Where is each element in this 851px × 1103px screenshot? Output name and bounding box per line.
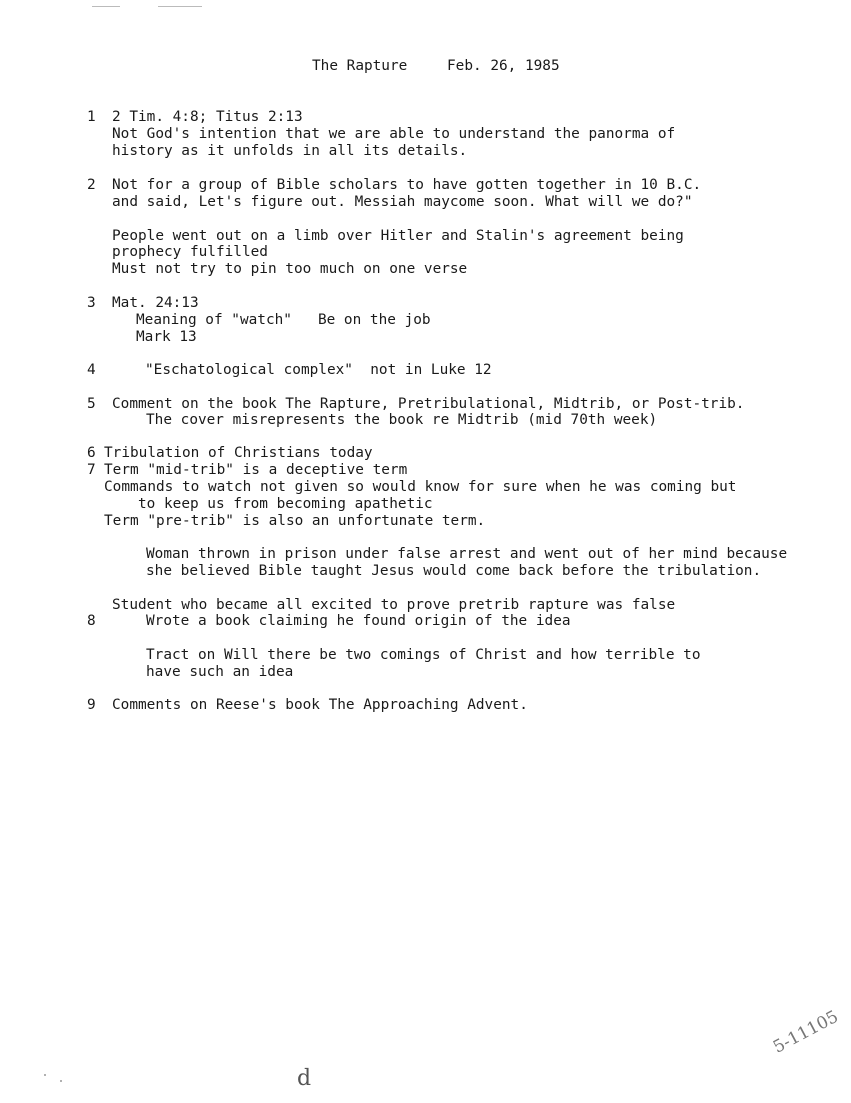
handwritten-letter: d [297, 1066, 312, 1091]
item-number: 4 [87, 362, 96, 378]
item-number: 3 [87, 295, 96, 311]
item-number: 5 [87, 396, 96, 412]
scan-mark [158, 6, 202, 7]
note-line: and said, Let's figure out. Messiah maycome soon. What will we do?" [112, 194, 693, 210]
note-line: to keep us from becoming apathetic [138, 496, 433, 512]
note-line: Mark 13 [136, 329, 197, 345]
note-line: Meaning of "watch" Be on the job [136, 312, 431, 328]
item-number: 2 [87, 177, 96, 193]
note-line: she believed Bible taught Jesus would come back before the tribulation. [146, 563, 762, 579]
note-line: Term "pre-trib" is also an unfortunate term. [104, 513, 486, 529]
item-number: 8 [87, 613, 96, 629]
note-line: Must not try to pin too much on one verse [112, 261, 468, 277]
document-date: Feb. 26, 1985 [447, 58, 560, 74]
note-line: prophecy fulfilled [112, 244, 268, 260]
note-line: Not for a group of Bible scholars to have gotten together in 10 B.C. [112, 177, 702, 193]
note-line: have such an idea [146, 664, 294, 680]
note-line: Wrote a book claiming he found origin of the idea [146, 613, 571, 629]
note-line: Mat. 24:13 [112, 295, 199, 311]
handwritten-archive-number: 5-11105 [770, 1006, 842, 1058]
note-line: Woman thrown in prison under false arrest and went out of her mind because [146, 546, 788, 562]
scan-speck [60, 1080, 62, 1082]
scan-mark [92, 6, 120, 7]
note-line: Comment on the book The Rapture, Pretribulational, Midtrib, or Post-trib. [112, 396, 745, 412]
note-line: People went out on a limb over Hitler and Stalin's agreement being [112, 228, 684, 244]
note-line: Term "mid-trib" is a deceptive term [104, 462, 408, 478]
note-line: Tribulation of Christians today [104, 445, 373, 461]
note-line: Tract on Will there be two comings of Christ and how terrible to [146, 647, 701, 663]
note-line: Not God's intention that we are able to understand the panorma of [112, 126, 676, 142]
item-number: 1 [87, 109, 96, 125]
note-line: Student who became all excited to prove pretrib rapture was false [112, 597, 676, 613]
note-line: Commands to watch not given so would know for sure when he was coming but [104, 479, 737, 495]
note-line: The cover misrepresents the book re Midtrib (mid 70th week) [146, 412, 658, 428]
item-number: 7 [87, 462, 96, 478]
document-title: The Rapture [312, 58, 408, 74]
note-line: 2 Tim. 4:8; Titus 2:13 [112, 109, 303, 125]
note-line: "Eschatological complex" not in Luke 12 [145, 362, 492, 378]
scan-speck [44, 1074, 46, 1076]
note-line: Comments on Reese's book The Approaching Advent. [112, 697, 528, 713]
item-number: 6 [87, 445, 96, 461]
note-line: history as it unfolds in all its details. [112, 143, 468, 159]
item-number: 9 [87, 697, 96, 713]
